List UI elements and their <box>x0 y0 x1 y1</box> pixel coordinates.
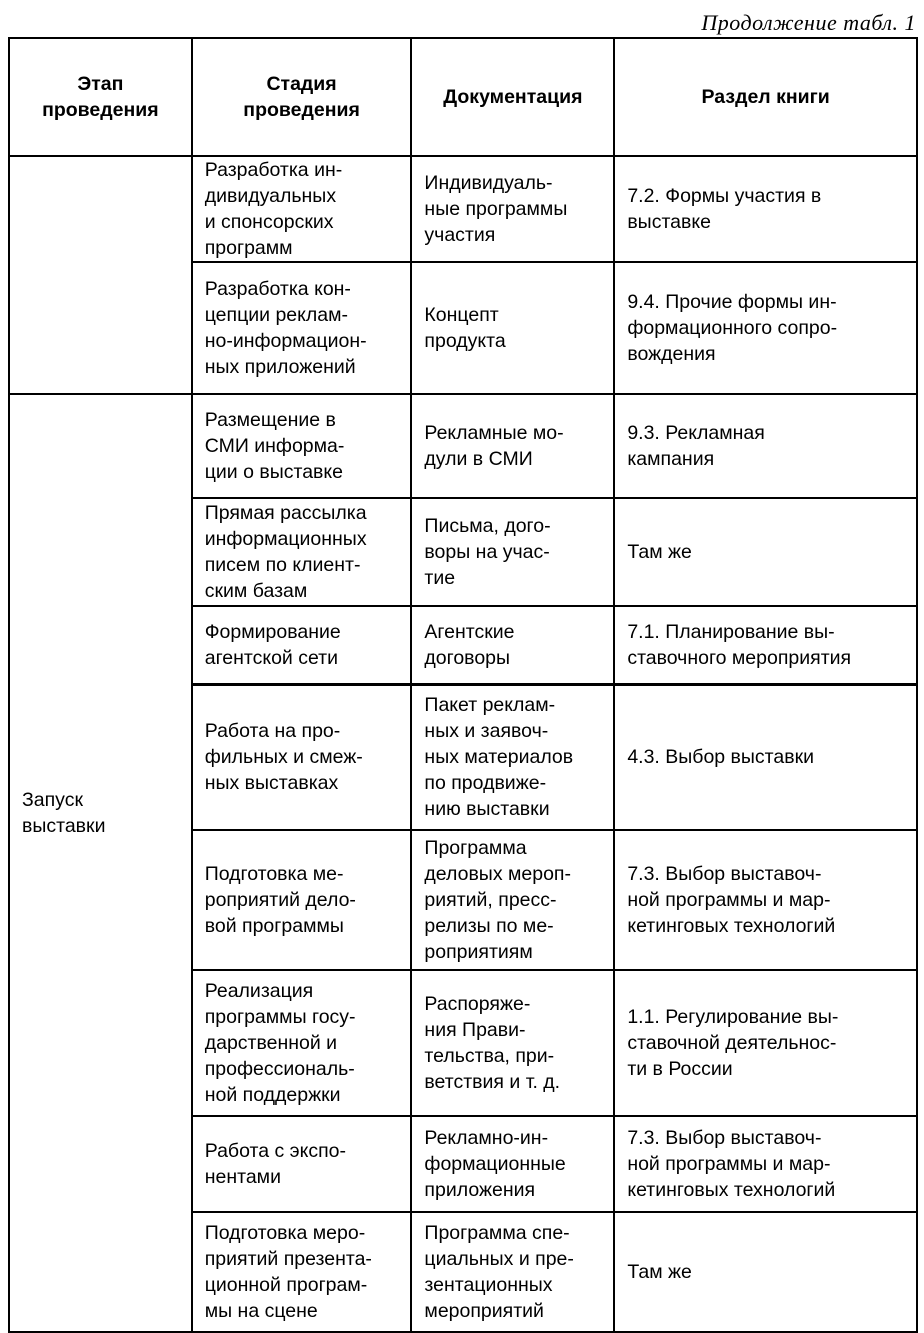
cell-documentation: Программа спе- циальных и пре- зентационных мероприятий <box>411 1212 614 1332</box>
cell-documentation: Индивидуаль- ные программы участия <box>411 156 614 262</box>
cell-documentation: Письма, дого- воры на учас- тие <box>411 498 614 606</box>
cell-stadia: Работа на про- фильных и смеж- ных выставках <box>192 684 412 830</box>
cell-stadia: Формирование агентской сети <box>192 606 412 684</box>
cell-book-section: 9.3. Рекламная кампания <box>614 394 917 498</box>
header-stage: Этап проведения <box>9 38 192 156</box>
cell-stage <box>9 156 192 394</box>
cell-stadia: Размещение в СМИ информа- ции о выставке <box>192 394 412 498</box>
header-book-section: Раздел книги <box>614 38 917 156</box>
table-caption: Продолжение табл. 1 <box>701 10 916 35</box>
cell-documentation: Концепт продукта <box>411 262 614 394</box>
cell-book-section: Там же <box>614 1212 917 1332</box>
cell-stadia: Разработка ин- дивидуальных и спонсорских программ <box>192 156 412 262</box>
cell-stadia: Работа с экспо- нентами <box>192 1116 412 1212</box>
exhibition-stages-table <box>8 37 918 1333</box>
cell-stage: Запуск выставки <box>9 394 192 1332</box>
cell-book-section: 1.1. Регулирование вы- ставочной деятельнос- ти в России <box>614 970 917 1116</box>
table-header-row <box>9 38 917 156</box>
cell-documentation: Распоряже- ния Прави- тельства, при- ветствия и т. д. <box>411 970 614 1116</box>
cell-book-section: 7.1. Планирование вы- ставочного мероприятия <box>614 606 917 684</box>
header-stadia: Стадия проведения <box>192 38 412 156</box>
cell-documentation: Рекламно-ин- формационные приложения <box>411 1116 614 1212</box>
cell-stadia: Разработка кон- цепции реклам- но-информацион- ных приложений <box>192 262 412 394</box>
cell-book-section: 4.3. Выбор выставки <box>614 684 917 830</box>
cell-documentation: Пакет реклам- ных и заявоч- ных материалов по продвиже- нию выставки <box>411 684 614 830</box>
cell-stadia: Подготовка ме- роприятий дело- вой программы <box>192 830 412 970</box>
cell-stadia: Прямая рассылка информационных писем по клиент- ским базам <box>192 498 412 606</box>
cell-stadia: Реализация программы госу- дарственной и профессиональ- ной поддержки <box>192 970 412 1116</box>
cell-book-section: 7.3. Выбор выставоч- ной программы и мар- кетинговых технологий <box>614 830 917 970</box>
cell-book-section: 7.3. Выбор выставоч- ной программы и мар- кетинговых технологий <box>614 1116 917 1212</box>
table-row <box>9 394 917 498</box>
cell-book-section: 9.4. Прочие формы ин- формационного сопро- вождения <box>614 262 917 394</box>
cell-book-section: 7.2. Формы участия в выставке <box>614 156 917 262</box>
cell-documentation: Агентские договоры <box>411 606 614 684</box>
header-documentation: Документация <box>411 38 614 156</box>
cell-documentation: Рекламные мо- дули в СМИ <box>411 394 614 498</box>
cell-stadia: Подготовка меро- приятий презента- ционной програм- мы на сцене <box>192 1212 412 1332</box>
cell-documentation: Программа деловых мероп- риятий, пресс- релизы по ме- роприятиям <box>411 830 614 970</box>
cell-book-section: Там же <box>614 498 917 606</box>
table-row <box>9 156 917 262</box>
